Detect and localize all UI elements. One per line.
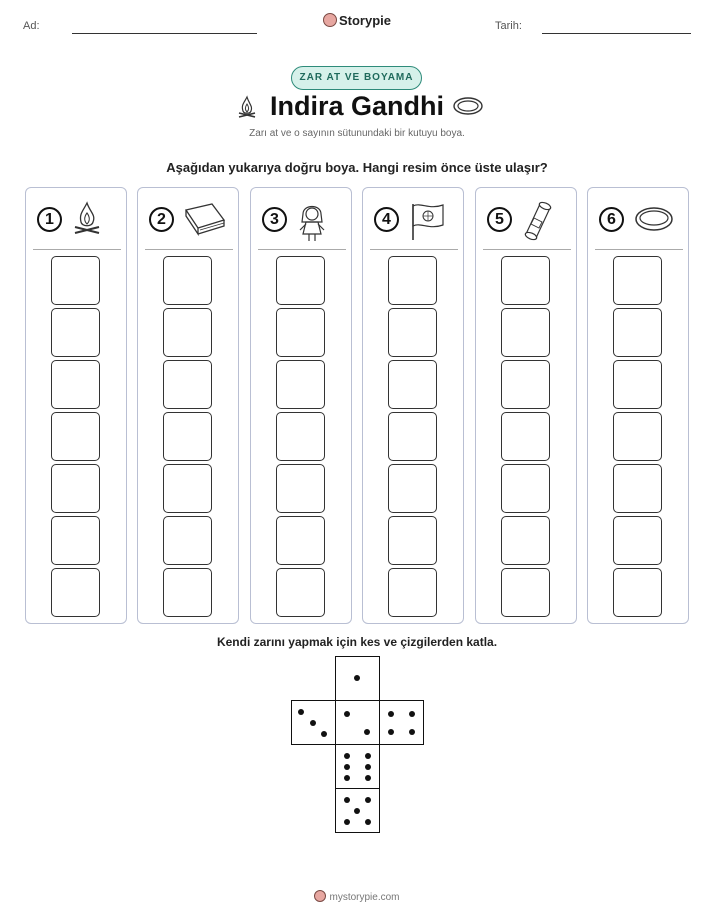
divider: [33, 249, 121, 250]
color-box[interactable]: [613, 516, 662, 565]
die-face-three: [291, 700, 336, 745]
color-box[interactable]: [51, 360, 100, 409]
die-pip: [354, 675, 360, 681]
color-box[interactable]: [501, 568, 550, 617]
color-box[interactable]: [613, 568, 662, 617]
color-box[interactable]: [388, 516, 437, 565]
bangle-icon: [632, 200, 678, 238]
number-circle: 3: [262, 207, 287, 232]
color-box[interactable]: [163, 256, 212, 305]
color-box[interactable]: [501, 256, 550, 305]
name-label: Ad:: [23, 20, 40, 32]
die-pip: [388, 729, 394, 735]
color-box[interactable]: [276, 568, 325, 617]
die-pip: [354, 808, 360, 814]
number-circle: 6: [599, 207, 624, 232]
die-pip: [409, 729, 415, 735]
column-3: [250, 187, 352, 624]
color-box[interactable]: [51, 464, 100, 513]
dice-caption: Kendi zarını yapmak için kes ve çizgilerden katla.: [216, 635, 498, 649]
die-pip: [365, 819, 371, 825]
die-pip: [344, 711, 350, 717]
color-box[interactable]: [388, 360, 437, 409]
column-header: [476, 188, 576, 250]
column-header: [251, 188, 351, 250]
number-circle: 5: [487, 207, 512, 232]
color-box[interactable]: [388, 464, 437, 513]
column-4: [362, 187, 464, 624]
color-box[interactable]: [163, 412, 212, 461]
color-box[interactable]: [163, 360, 212, 409]
color-box[interactable]: [613, 464, 662, 513]
die-pip: [344, 775, 350, 781]
color-box[interactable]: [388, 568, 437, 617]
number-circle: 4: [374, 207, 399, 232]
divider: [370, 249, 458, 250]
color-box[interactable]: [276, 464, 325, 513]
campfire-icon: [70, 200, 104, 238]
color-box[interactable]: [51, 256, 100, 305]
die-pip: [365, 764, 371, 770]
color-box[interactable]: [276, 256, 325, 305]
die-pip: [310, 720, 316, 726]
date-label: Tarih:: [495, 20, 522, 32]
column-6: [587, 187, 689, 624]
color-box[interactable]: [388, 308, 437, 357]
color-box[interactable]: [276, 412, 325, 461]
die-face-two: [335, 700, 380, 745]
die-pip: [298, 709, 304, 715]
subtitle: Zarı at ve o sayının sütunundaki bir kutuyu boya.: [249, 128, 465, 139]
column-header: [363, 188, 463, 250]
color-box[interactable]: [51, 516, 100, 565]
column-2: [137, 187, 239, 624]
name-field[interactable]: [72, 33, 257, 34]
color-box[interactable]: [276, 308, 325, 357]
die-face-four: [379, 700, 424, 745]
divider: [258, 249, 346, 250]
flag-icon: [407, 200, 447, 242]
color-box[interactable]: [613, 412, 662, 461]
book-icon: [182, 200, 228, 238]
color-box[interactable]: [501, 516, 550, 565]
color-box[interactable]: [276, 360, 325, 409]
die-pip: [365, 797, 371, 803]
color-box[interactable]: [163, 464, 212, 513]
color-box[interactable]: [501, 360, 550, 409]
brand-logo: [0, 13, 714, 28]
die-pip: [344, 797, 350, 803]
color-box[interactable]: [501, 464, 550, 513]
divider: [595, 249, 683, 250]
color-box[interactable]: [51, 568, 100, 617]
color-box[interactable]: [388, 256, 437, 305]
number-circle: 2: [149, 207, 174, 232]
footer-url: mystorypie.com: [329, 892, 400, 903]
bangle-icon: [452, 96, 484, 116]
die-pip: [344, 753, 350, 759]
number-circle: 1: [37, 207, 62, 232]
color-box[interactable]: [613, 256, 662, 305]
die-pip: [409, 711, 415, 717]
color-box[interactable]: [501, 308, 550, 357]
color-box[interactable]: [163, 568, 212, 617]
die-pip: [344, 819, 350, 825]
divider: [145, 249, 233, 250]
brand-name: Storypie: [338, 13, 391, 28]
die-pip: [365, 775, 371, 781]
color-box[interactable]: [276, 516, 325, 565]
girl-doll-icon: [295, 200, 329, 244]
bear-logo-icon: [323, 13, 337, 27]
color-box[interactable]: [51, 412, 100, 461]
color-box[interactable]: [163, 308, 212, 357]
color-box[interactable]: [613, 308, 662, 357]
die-pip: [365, 753, 371, 759]
die-face-five: [335, 788, 380, 833]
column-1: [25, 187, 127, 624]
column-header: [588, 188, 688, 250]
date-field[interactable]: [542, 33, 691, 34]
color-box[interactable]: [163, 516, 212, 565]
color-box[interactable]: [388, 412, 437, 461]
die-pip: [321, 731, 327, 737]
column-header: [138, 188, 238, 250]
die-pip: [364, 729, 370, 735]
column-header: [26, 188, 126, 250]
die-face-six: [335, 744, 380, 789]
column-5: [475, 187, 577, 624]
footer: [0, 890, 714, 903]
die-pip: [344, 764, 350, 770]
die-face-one: [335, 656, 380, 701]
bear-logo-icon: [314, 890, 326, 902]
divider: [483, 249, 571, 250]
activity-badge: ZAR AT VE BOYAMA: [291, 66, 422, 90]
color-box[interactable]: [501, 412, 550, 461]
color-box[interactable]: [51, 308, 100, 357]
instruction-text: Aşağıdan yukarıya doğru boya. Hangi resim önce üste ulaşır?: [166, 160, 548, 175]
color-box[interactable]: [613, 360, 662, 409]
scroll-icon: [520, 200, 554, 242]
page-title: Indira Gandhi: [269, 91, 444, 121]
die-pip: [388, 711, 394, 717]
